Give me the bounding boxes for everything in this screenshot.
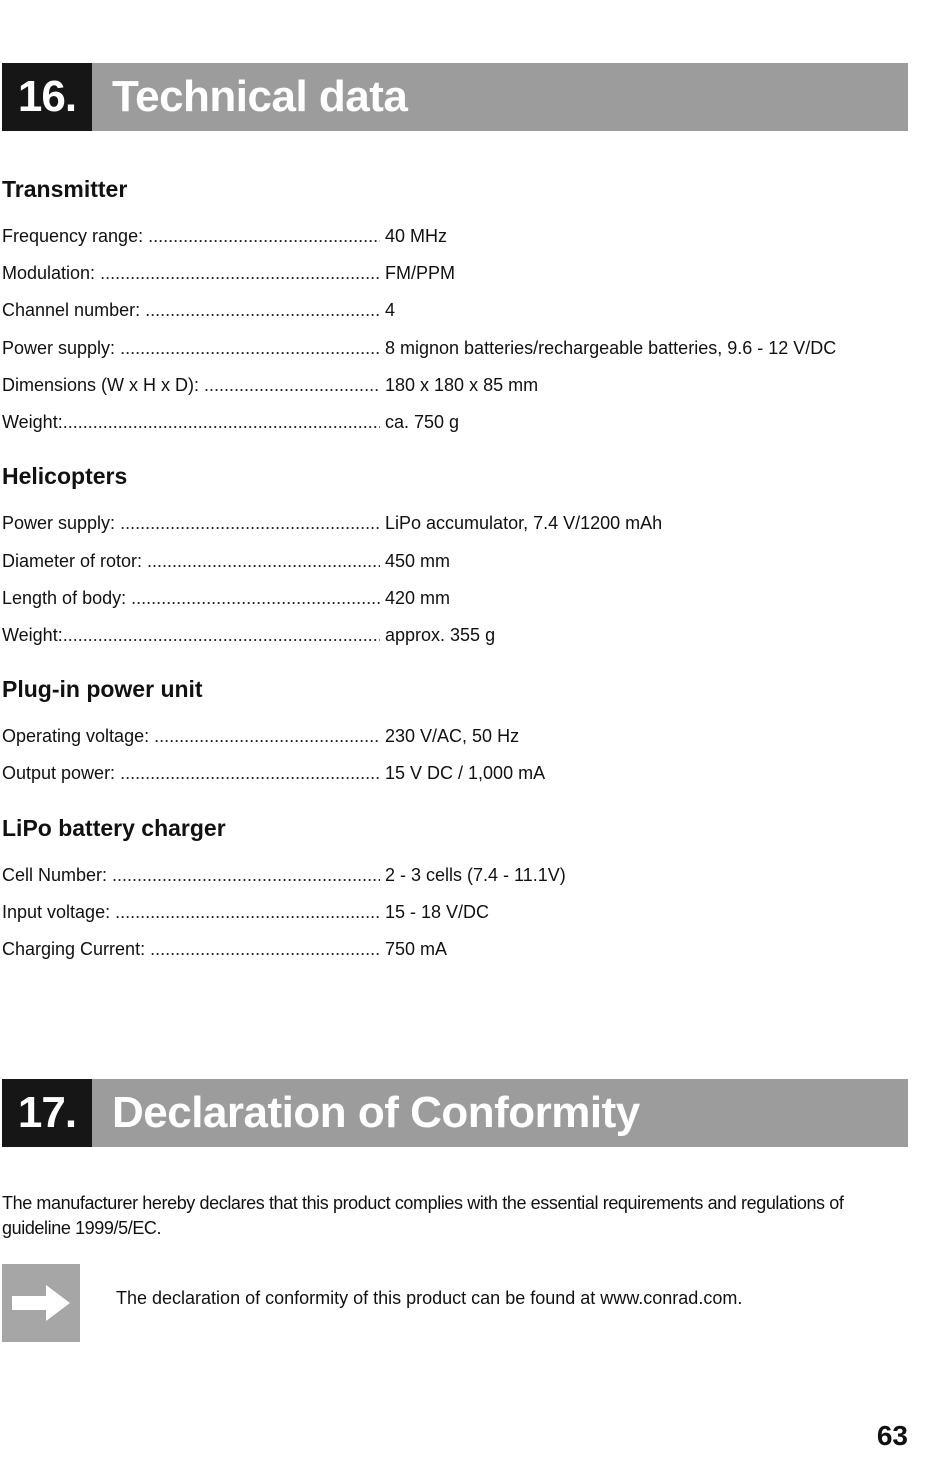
- spec-label: Power supply: .....: [2, 338, 380, 359]
- spec-value: 15 V DC / 1,000 mA: [385, 763, 546, 783]
- spec-label: Charging Current: .....: [2, 939, 380, 960]
- spec-value: 230 V/AC, 50 Hz: [385, 726, 520, 746]
- section-number: 17.: [2, 1079, 92, 1147]
- section-number: 16.: [2, 63, 92, 131]
- section-title: Declaration of Conformity: [112, 1088, 640, 1137]
- spec-label: Frequency range: .....: [2, 226, 380, 247]
- spec-row: [2, 513, 662, 539]
- spec-value: FM/PPM: [385, 263, 455, 283]
- spec-label: Power supply: .....: [2, 513, 380, 534]
- spec-row: [2, 263, 455, 289]
- spec-row: [2, 902, 489, 928]
- spec-label: Weight: .....: [2, 412, 380, 433]
- spec-label: Cell Number: .....: [2, 865, 380, 886]
- spec-label: Diameter of rotor: .....: [2, 551, 380, 572]
- spec-value: 420 mm: [385, 588, 451, 608]
- spec-label: Length of body: .....: [2, 588, 380, 609]
- spec-label: Modulation: .....: [2, 263, 380, 284]
- spec-row: [2, 375, 538, 401]
- spec-row: [2, 551, 450, 577]
- spec-row: [2, 939, 447, 965]
- section-title: Technical data: [112, 72, 408, 121]
- spec-label: Output power: .....: [2, 763, 380, 784]
- declaration-note: The declaration of conformity of this product can be found at www.conrad.com.: [116, 1288, 743, 1308]
- spec-value: 2 - 3 cells (7.4 - 11.1V): [385, 865, 566, 885]
- spec-value: approx. 355 g: [385, 625, 496, 645]
- spec-label: Input voltage: .....: [2, 902, 380, 923]
- spec-value: 180 x 180 x 85 mm: [385, 375, 539, 395]
- spec-value: LiPo accumulator, 7.4 V/1200 mAh: [385, 513, 663, 533]
- declaration-text: The manufacturer hereby declares that this product complies with the essential requirements and regulations of guideline 1999/5/EC.: [2, 1193, 844, 1238]
- spec-row: [2, 625, 495, 651]
- helicopters-heading: Helicopters: [2, 463, 128, 489]
- spec-value: 4: [385, 300, 396, 320]
- page-number: 63: [876, 1420, 908, 1451]
- spec-row: [2, 300, 395, 326]
- spec-value: 8 mignon batteries/rechargeable batteries, 9.6 - 12 V/DC: [385, 338, 837, 358]
- spec-value: 40 MHz: [385, 226, 448, 246]
- transmitter-heading: Transmitter: [2, 176, 128, 202]
- spec-value: 450 mm: [385, 551, 451, 571]
- spec-value: ca. 750 g: [385, 412, 460, 432]
- spec-row: [2, 588, 450, 614]
- spec-value: 750 mA: [385, 939, 448, 959]
- spec-label: Dimensions (W x H x D): .....: [2, 375, 380, 396]
- arrow-right-icon-shape: [10, 1283, 72, 1323]
- power-unit-heading: Plug-in power unit: [2, 676, 203, 702]
- charger-heading: LiPo battery charger: [2, 815, 226, 841]
- spec-row: [2, 412, 459, 438]
- spec-label: Channel number: .....: [2, 300, 380, 321]
- spec-row: [2, 726, 519, 752]
- spec-value: 15 - 18 V/DC: [385, 902, 490, 922]
- spec-label: Operating voltage: .....: [2, 726, 380, 747]
- spec-label: Weight: .....: [2, 625, 380, 646]
- spec-row: [2, 338, 836, 364]
- section-header-technical-data: [2, 63, 908, 131]
- arrow-right-icon: [2, 1264, 80, 1342]
- spec-row: [2, 865, 566, 891]
- section-header-declaration: [2, 1079, 908, 1147]
- spec-row: [2, 226, 447, 252]
- spec-row: [2, 763, 545, 789]
